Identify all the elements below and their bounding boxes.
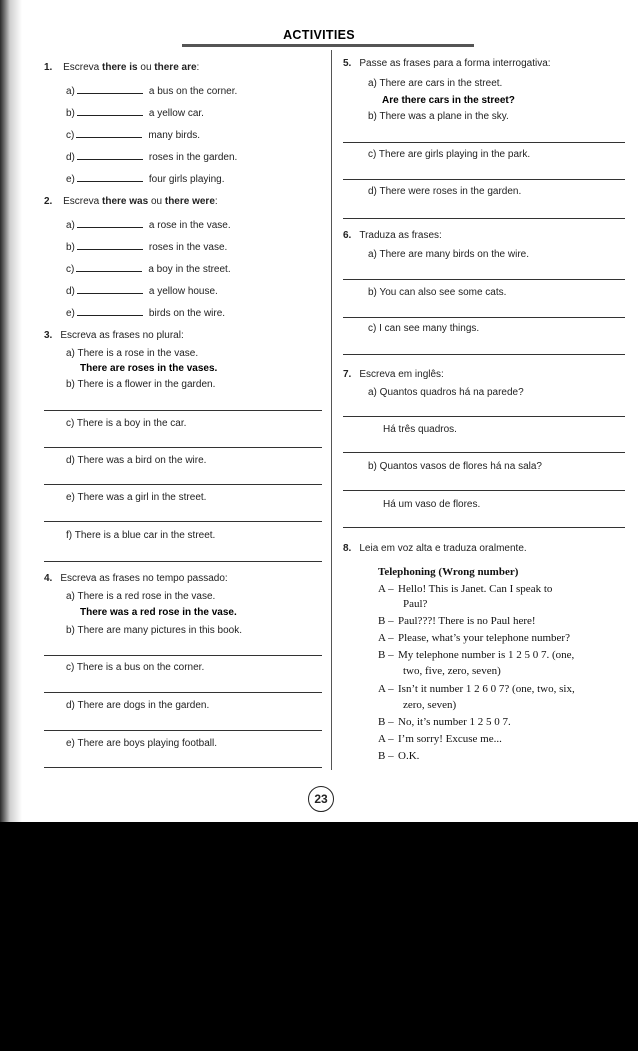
ex5-item: d) There were roses in the garden. <box>368 186 522 197</box>
answer-blank[interactable] <box>77 172 143 182</box>
ex4-example-answer: There was a red rose in the vase. <box>80 607 237 618</box>
ex3-example: a) There is a rose in the vase. <box>66 348 199 359</box>
answer-blank[interactable] <box>76 128 142 138</box>
dialog-text: O.K. <box>398 750 420 762</box>
answer-line[interactable] <box>44 410 322 411</box>
ex6-item: b) You can also see some cats. <box>368 287 507 298</box>
dialog-line: B – No, it’s number 1 2 5 0 7. <box>378 716 511 728</box>
item-text: a boy in the street. <box>148 264 231 275</box>
dialog-text: zero, seven) <box>403 699 457 711</box>
ex1-item <box>66 150 237 164</box>
answer-line[interactable] <box>44 484 322 485</box>
ex2-heading <box>44 196 218 208</box>
item-letter: d) <box>66 152 75 163</box>
dialog-speaker: B <box>378 716 386 728</box>
ex5-example: a) There are cars in the street. <box>368 78 503 89</box>
ex1-item <box>66 172 225 186</box>
answer-line[interactable] <box>343 218 625 219</box>
dialog-text: Please, what’s your telephone number? <box>398 632 570 644</box>
ex7-item-a: a) Quantos quadros há na parede? <box>368 387 524 398</box>
dialog-speaker: A <box>378 733 386 745</box>
ex5-example-answer: Are there cars in the street? <box>382 95 515 106</box>
item-text: birds on the wire. <box>148 308 226 319</box>
ex1-number: 1. <box>44 62 53 73</box>
scan-black-border <box>0 822 638 1051</box>
dialog-title: Telephoning (Wrong number) <box>378 566 519 578</box>
ex5-number: 5. <box>343 58 352 69</box>
column-divider <box>331 50 332 770</box>
dialog-line: A – Isn’t it number 1 2 6 0 7? (one, two, six, <box>378 683 575 695</box>
answer-blank[interactable] <box>77 284 143 294</box>
answer-line[interactable] <box>343 354 625 355</box>
ex4-item: d) There are dogs in the garden. <box>66 700 210 711</box>
page-title: ACTIVITIES <box>283 28 355 42</box>
dialog-text: Isn’t it number 1 2 6 0 7? (one, two, six, <box>398 683 575 695</box>
answer-line[interactable] <box>44 692 322 693</box>
ex2-conj: ou <box>148 196 165 207</box>
ex3-number: 3. <box>44 330 53 341</box>
answer-line[interactable] <box>44 767 322 768</box>
ex8-prompt: Leia em voz alta e traduza oralmente. <box>359 543 527 554</box>
answer-line[interactable] <box>343 179 625 180</box>
page-number-badge: 23 <box>308 786 334 812</box>
ex2-item <box>66 284 218 298</box>
ex5-heading <box>343 58 551 70</box>
ex3-example-answer: There are roses in the vases. <box>80 363 218 374</box>
ex6-number: 6. <box>343 230 352 241</box>
item-letter: c) <box>66 130 75 141</box>
dialog-text: My telephone number is 1 2 5 0 7. (one, <box>398 649 575 661</box>
answer-line[interactable] <box>343 527 625 528</box>
dialog-line: A – Please, what’s your telephone number? <box>378 632 570 644</box>
item-text: four girls playing. <box>148 174 225 185</box>
dialog-text: Paul???! There is no Paul here! <box>398 615 536 627</box>
answer-blank[interactable] <box>77 150 143 160</box>
ex1-conj: ou <box>137 62 155 73</box>
ex3-heading <box>44 330 184 342</box>
dialog-speaker: B <box>378 649 386 661</box>
ex5-item: c) There are girls playing in the park. <box>368 149 531 160</box>
ex1-prompt: Escreva <box>63 62 103 73</box>
ex2-item <box>66 218 231 232</box>
ex4-prompt: Escreva as frases no tempo passado: <box>60 573 228 584</box>
ex7-hint-a: Há três quadros. <box>383 424 457 435</box>
answer-blank[interactable] <box>77 306 143 316</box>
answer-line[interactable] <box>44 447 322 448</box>
answer-line[interactable] <box>343 490 625 491</box>
answer-line[interactable] <box>44 521 322 522</box>
dialog-speaker: B <box>378 615 386 627</box>
ex2-item <box>66 306 225 320</box>
answer-line[interactable] <box>343 317 625 318</box>
dialog-text: Hello! This is Janet. Can I speak to <box>398 583 553 595</box>
ex7-heading <box>343 369 444 381</box>
ex1-item <box>66 106 204 120</box>
item-letter: b) <box>66 108 75 119</box>
item-letter: e) <box>66 308 75 319</box>
item-letter: e) <box>66 174 75 185</box>
answer-line[interactable] <box>343 142 625 143</box>
ex4-item: b) There are many pictures in this book. <box>66 625 243 636</box>
ex7-number: 7. <box>343 369 352 380</box>
ex2-prompt: Escreva <box>63 196 103 207</box>
dialog-speaker: A <box>378 683 386 695</box>
dialog-text: I’m sorry! Excuse me... <box>398 733 502 745</box>
answer-blank[interactable] <box>77 240 143 250</box>
dialog-speaker: A <box>378 583 386 595</box>
dialog-text: Paul? <box>403 598 428 610</box>
ex6-item: c) I can see many things. <box>368 323 480 334</box>
ex1-keyword-1: there is <box>102 62 138 73</box>
answer-blank[interactable] <box>76 262 142 272</box>
ex1-keyword-2: there are <box>154 62 197 73</box>
item-letter: a) <box>66 86 75 97</box>
ex6-heading <box>343 230 442 242</box>
ex3-item: c) There is a boy in the car. <box>66 418 187 429</box>
ex8-heading <box>343 543 527 555</box>
dialog-line: B – O.K. <box>378 750 420 762</box>
dialog-line: A – I’m sorry! Excuse me... <box>378 733 502 745</box>
ex3-item: d) There was a bird on the wire. <box>66 455 207 466</box>
ex2-colon: : <box>214 196 218 207</box>
item-letter: d) <box>66 286 75 297</box>
ex3-item: e) There was a girl in the street. <box>66 492 207 503</box>
ex2-item <box>66 262 231 276</box>
ex2-keyword-1: there was <box>102 196 149 207</box>
item-letter: c) <box>66 264 75 275</box>
item-text: a rose in the vase. <box>148 220 231 231</box>
answer-line[interactable] <box>44 730 322 731</box>
title-underline <box>182 44 474 47</box>
ex3-item: f) There is a blue car in the street. <box>66 530 216 541</box>
ex6-prompt: Traduza as frases: <box>359 230 442 241</box>
ex1-heading: 1. Escreva there is ou there are: <box>44 62 200 73</box>
dialog-text: No, it’s number 1 2 5 0 7. <box>398 716 511 728</box>
item-letter: b) <box>66 242 75 253</box>
ex1-item <box>66 84 237 98</box>
ex1-item <box>66 128 200 142</box>
item-text: many birds. <box>148 130 201 141</box>
ex3-item: b) There is a flower in the garden. <box>66 379 216 390</box>
item-letter: a) <box>66 220 75 231</box>
item-text: a yellow car. <box>148 108 204 119</box>
answer-line[interactable] <box>343 416 625 417</box>
ex4-item: c) There is a bus on the corner. <box>66 662 205 673</box>
ex7-item-b: b) Quantos vasos de flores há na sala? <box>368 461 542 472</box>
item-text: roses in the garden. <box>148 152 238 163</box>
ex3-prompt: Escreva as frases no plural: <box>60 330 184 341</box>
ex8-number: 8. <box>343 543 352 554</box>
ex5-prompt: Passe as frases para a forma interrogativa: <box>359 58 551 69</box>
answer-blank[interactable] <box>77 106 143 116</box>
answer-line[interactable] <box>343 452 625 453</box>
ex4-number: 4. <box>44 573 53 584</box>
answer-line[interactable] <box>343 279 625 280</box>
book-spine-shadow <box>0 0 22 822</box>
dialog-text: two, five, zero, seven) <box>403 665 501 677</box>
item-text: roses in the vase. <box>148 242 228 253</box>
item-text: a bus on the corner. <box>148 86 238 97</box>
item-text: a yellow house. <box>148 286 218 297</box>
ex7-hint-b: Há um vaso de flores. <box>383 499 481 510</box>
answer-blank[interactable] <box>77 84 143 94</box>
answer-line[interactable] <box>44 655 322 656</box>
ex2-keyword-2: there were <box>164 196 215 207</box>
ex4-heading <box>44 573 228 585</box>
ex2-item <box>66 240 227 254</box>
ex7-prompt: Escreva em inglês: <box>359 369 444 380</box>
ex6-item: a) There are many birds on the wire. <box>368 249 530 260</box>
ex4-example: a) There is a red rose in the vase. <box>66 591 216 602</box>
dialog-line: B – My telephone number is 1 2 5 0 7. (one, <box>378 649 575 661</box>
dialog-line: A – Hello! This is Janet. Can I speak to <box>378 583 553 595</box>
dialog-speaker: B <box>378 750 386 762</box>
answer-blank[interactable] <box>77 218 143 228</box>
dialog-speaker: A <box>378 632 386 644</box>
answer-line[interactable] <box>44 561 322 562</box>
dialog-line: B – Paul???! There is no Paul here! <box>378 615 536 627</box>
ex4-item: e) There are boys playing football. <box>66 738 218 749</box>
ex5-item: b) There was a plane in the sky. <box>368 111 509 122</box>
ex2-number: 2. <box>44 196 53 207</box>
